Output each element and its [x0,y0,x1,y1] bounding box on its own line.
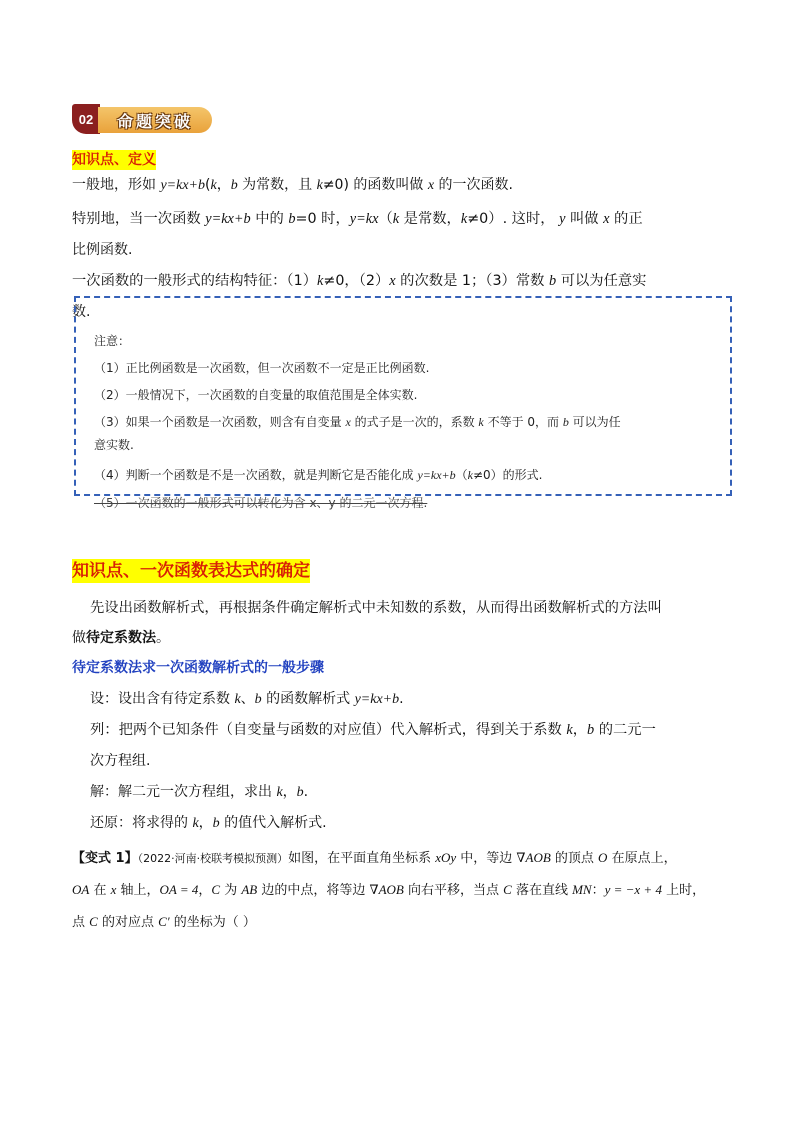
step-list-continued: 次方程组. [90,753,151,769]
section1-title: 知识点、定义 [72,152,156,168]
structure-paragraph: 一次函数的一般形式的结构特征：（1）k≠0，（2）x 的次数是 1；（3）常数 b 可以为任意实 [72,273,647,289]
note-item-3-continued: 意实数. [94,438,134,452]
badge-title: 命题突破 [116,111,193,131]
note-item-2: （2）一般情况下，一次函数的自变量的取值范围是全体实数. [94,388,418,402]
exercise-line-1: 【变式 1】（2022·河南·校联考模拟预测）如图，在平面直角坐标系 xOy 中，等边 ∇AOB 的顶点 O 在原点上， [72,850,677,866]
step-restore: 还原：将求得的 k，b 的值代入解析式. [90,815,327,831]
step-list: 列：把两个已知条件（自变量与函数的对应值）代入解析式，得到关于系数 k，b 的二元一 [90,722,656,738]
exercise-line-2: OA 在 x 轴上，OA = 4，C 为 AB 边的中点，将等边 ∇AOB 向右平移，当点 C 落在直线 MN：y = −x + 4 上时， [72,882,706,898]
exercise-line-3: 点 C 的对应点 C′ 的坐标为（ ） [72,914,256,930]
step-set: 设：设出含有待定系数 k、b 的函数解析式 y=kx+b. [90,691,404,707]
method-name: 待定系数法 [86,630,156,646]
special-case-continued: 比例函数. [72,242,133,258]
exercise-label: 【变式 1】 [72,851,138,866]
method-paragraph: 先设出函数解析式，再根据条件确定解析式中未知数的系数，从而得出函数解析式的方法叫 [90,600,662,616]
note-item-4: （4）判断一个函数是不是一次函数，就是判断它是否能化成 y=kx+b（k≠0）的形式. [94,468,543,482]
section-badge [72,104,214,136]
exercise-source: （2022·河南·校联考模拟预测） [137,852,289,865]
note-item-1: （1）正比例函数是一次函数，但一次函数不一定是正比例函数. [94,361,430,375]
steps-subtitle: 待定系数法求一次函数解析式的一般步骤 [72,660,324,676]
structure-continued: 数. [72,304,91,320]
note-item-5: （5）一次函数的一般形式可以转化为含 x、y 的二元一次方程. [94,496,428,510]
special-case-paragraph: 特别地，当一次函数 y=kx+b 中的 b=0 时，y=kx（k 是常数，k≠0）. 这时， y 叫做 x 的正 [72,211,643,227]
note-item-3: （3）如果一个函数是一次函数，则含有自变量 x 的式子是一次的，系数 k 不等于 0，而 b 可以为任 [94,415,621,429]
definition-paragraph: 一般地，形如 y=kx+b(k，b 为常数，且 k≠0) 的函数叫做 x 的一次函数. [72,177,513,193]
note-heading: 注意： [94,334,131,348]
method-paragraph-continued: 做待定系数法。 [72,630,170,646]
section2-title: 知识点、一次函数表达式的确定 [72,561,310,581]
step-solve: 解：解二元一次方程组，求出 k，b. [90,784,309,800]
badge-ribbon [98,107,212,133]
badge-number: 02 [72,104,100,134]
